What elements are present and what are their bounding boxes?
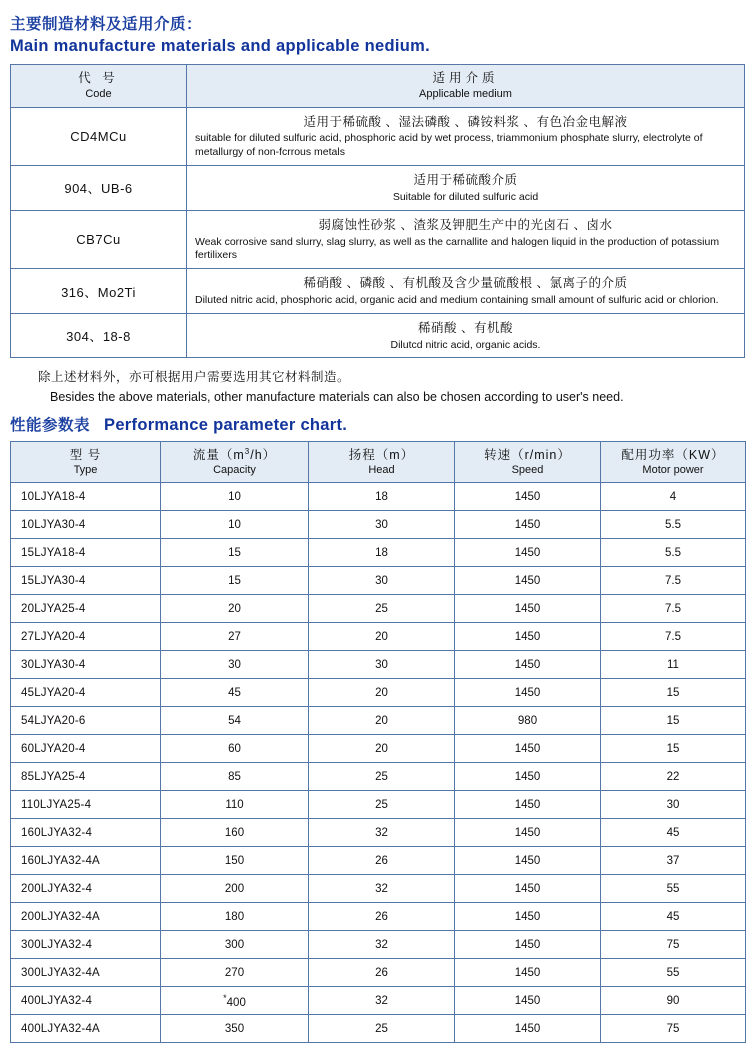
cell-capacity: 270 — [161, 959, 309, 987]
cell-speed: 1450 — [455, 735, 601, 763]
section1-title-cn: 主要制造材料及适用介质： — [10, 16, 203, 33]
cell-head: 26 — [309, 959, 455, 987]
header-cell-code — [11, 65, 187, 108]
cell-capacity: 60 — [161, 735, 309, 763]
table-row — [11, 763, 746, 791]
cell-head: 30 — [309, 651, 455, 679]
medium-en: Dilutcd nitric acid, organic acids. — [390, 338, 541, 351]
cell-head: 20 — [309, 623, 455, 651]
header-power-cn: 配用功率（KW） — [621, 447, 725, 462]
cell-head: 25 — [309, 791, 455, 819]
cell-power: 45 — [601, 903, 746, 931]
cell-speed: 1450 — [455, 847, 601, 875]
cell-power: 7.5 — [601, 567, 746, 595]
cell-speed: 1450 — [455, 791, 601, 819]
cell-power: 7.5 — [601, 623, 746, 651]
section2-heading — [10, 413, 742, 435]
header-cell-power — [601, 441, 746, 483]
table-row — [11, 931, 746, 959]
table-row — [11, 707, 746, 735]
medium-en: suitable for diluted sulfuric acid, phosphoric acid by wet process, triammonium phosphate slurry, electrolyte of metallurgy of non-fcrrous metals — [195, 132, 703, 159]
note-cn: 除上述材料外，亦可根据用户需要选用其它材料制造。 — [38, 370, 351, 385]
cell-speed: 1450 — [455, 959, 601, 987]
cell-power: 7.5 — [601, 595, 746, 623]
cell-head: 32 — [309, 819, 455, 847]
cell-type: 400LJYA32-4 — [11, 987, 161, 1015]
cell-type: 45LJYA20-4 — [11, 679, 161, 707]
table-row — [11, 269, 745, 314]
cell-power: 45 — [601, 819, 746, 847]
table-header-row — [11, 441, 746, 483]
cell-power: 22 — [601, 763, 746, 791]
table-row — [11, 875, 746, 903]
cell-head: 25 — [309, 595, 455, 623]
cell-capacity: 54 — [161, 707, 309, 735]
materials-table — [10, 64, 745, 358]
cell-capacity: 85 — [161, 763, 309, 791]
medium-en: Diluted nitric acid, phosphoric acid, organic acid and medium containing small amount of sulfuric acid or chlorion. — [195, 294, 719, 307]
cell-capacity: 15 — [161, 567, 309, 595]
table-row — [11, 959, 746, 987]
cell-speed: 1450 — [455, 1015, 601, 1043]
cell-capacity: 200 — [161, 875, 309, 903]
table-row — [11, 567, 746, 595]
header-capacity-cn: 流量$(m^3/h)$ — [192, 446, 277, 462]
cell-head: 26 — [309, 903, 455, 931]
cell-capacity: 45 — [161, 679, 309, 707]
table-row — [11, 651, 746, 679]
cell-medium — [187, 210, 745, 268]
header-head-en: Head — [368, 463, 395, 476]
cell-type: 10LJYA18-4 — [11, 483, 161, 511]
cell-power: 15 — [601, 735, 746, 763]
header-cell-medium — [187, 65, 745, 108]
table-row — [11, 1015, 746, 1043]
cell-capacity: 27 — [161, 623, 309, 651]
cell-power: 90 — [601, 987, 746, 1015]
cell-head: 32 — [309, 931, 455, 959]
cell-head: 25 — [309, 763, 455, 791]
cell-capacity: 10 — [161, 511, 309, 539]
table-row — [11, 735, 746, 763]
performance-table — [10, 441, 746, 1043]
cell-capacity: 300 — [161, 931, 309, 959]
cell-medium — [187, 313, 745, 358]
cell-power: 4 — [601, 483, 746, 511]
cell-head: 32 — [309, 875, 455, 903]
cell-speed: 1450 — [455, 567, 601, 595]
cell-capacity: 15 — [161, 539, 309, 567]
cell-capacity: 30 — [161, 651, 309, 679]
cell-code: 904、UB-6 — [11, 166, 187, 211]
cell-speed: 1450 — [455, 651, 601, 679]
table-row — [11, 166, 745, 211]
table-row — [11, 903, 746, 931]
cell-capacity: 10 — [161, 483, 309, 511]
medium-cn: 稀硝酸 、有机酸 — [418, 320, 513, 335]
table-row — [11, 539, 746, 567]
cell-type: 20LJYA25-4 — [11, 595, 161, 623]
cell-speed: 1450 — [455, 623, 601, 651]
cell-head: 25 — [309, 1015, 455, 1043]
cell-head: 18 — [309, 539, 455, 567]
cell-speed: 1450 — [455, 763, 601, 791]
cell-type: 54LJYA20-6 — [11, 707, 161, 735]
table-row — [11, 847, 746, 875]
cell-capacity: *400 — [161, 987, 309, 1015]
table-row — [11, 791, 746, 819]
header-speed-cn: 转速（r/min） — [484, 447, 571, 462]
table-row — [11, 511, 746, 539]
cell-head: 20 — [309, 735, 455, 763]
header-cell-head — [309, 441, 455, 483]
cell-capacity: 160 — [161, 819, 309, 847]
cell-type: 400LJYA32-4A — [11, 1015, 161, 1043]
cell-type: 300LJYA32-4A — [11, 959, 161, 987]
header-code-en: Code — [85, 87, 112, 100]
cell-code: CB7Cu — [11, 210, 187, 268]
table-row — [11, 679, 746, 707]
cell-capacity: 150 — [161, 847, 309, 875]
note-en: Besides the above materials, other manufacture materials can also be chosen according to user's need. — [50, 389, 624, 404]
cell-type: 15LJYA18-4 — [11, 539, 161, 567]
cell-medium — [187, 166, 745, 211]
cell-type: 200LJYA32-4A — [11, 903, 161, 931]
table-row — [11, 483, 746, 511]
table-row — [11, 313, 745, 358]
cell-head: 18 — [309, 483, 455, 511]
cell-speed: 1450 — [455, 511, 601, 539]
cell-speed: 1450 — [455, 679, 601, 707]
cell-code: 304、18-8 — [11, 313, 187, 358]
cell-type: 15LJYA30-4 — [11, 567, 161, 595]
header-capacity-en: Capacity — [213, 464, 256, 477]
cell-type: 27LJYA20-4 — [11, 623, 161, 651]
section2-title-cn: 性能参数表 — [10, 416, 91, 434]
cell-type: 110LJYA25-4 — [11, 791, 161, 819]
cell-speed: 1450 — [455, 875, 601, 903]
medium-en: Weak corrosive sand slurry, slag slurry, as well as the carnallite and halogen liquid in the production of potassium fertilixers — [195, 235, 720, 262]
cell-capacity: 110 — [161, 791, 309, 819]
medium-cn: 适用于稀硫酸 、湿法磷酸 、磷铵料浆 、有色冶金电解液 — [303, 114, 628, 129]
table-row — [11, 623, 746, 651]
header-head-cn: 扬程（m） — [348, 447, 415, 462]
cell-power: 55 — [601, 959, 746, 987]
cell-head: 20 — [309, 679, 455, 707]
medium-cn: 稀硝酸 、磷酸 、有机酸及含少量硫酸根 、氯离子的介质 — [303, 276, 628, 291]
cell-speed: 1450 — [455, 595, 601, 623]
cell-type: 160LJYA32-4 — [11, 819, 161, 847]
cell-speed: 1450 — [455, 819, 601, 847]
cell-power: 11 — [601, 651, 746, 679]
cell-type: 10LJYA30-4 — [11, 511, 161, 539]
cell-code: CD4MCu — [11, 107, 187, 165]
header-cell-type — [11, 441, 161, 483]
table-row — [11, 107, 745, 165]
header-power-en: Motor power — [642, 463, 704, 476]
table-row — [11, 819, 746, 847]
cell-type: 60LJYA20-4 — [11, 735, 161, 763]
cell-power: 15 — [601, 707, 746, 735]
header-cell-speed — [455, 441, 601, 483]
header-type-cn: 型 号 — [69, 447, 102, 462]
medium-cn: 适用于稀硫酸介质 — [413, 173, 518, 188]
cell-power: 5.5 — [601, 511, 746, 539]
header-cell-capacity — [161, 441, 309, 483]
asterisk-mark: * — [223, 992, 227, 1003]
header-code-cn: 代 号 — [78, 71, 119, 85]
cell-speed: 1450 — [455, 931, 601, 959]
cell-type: 200LJYA32-4 — [11, 875, 161, 903]
performance-table-body — [11, 483, 746, 1043]
cell-head: 20 — [309, 707, 455, 735]
cell-type: 85LJYA25-4 — [11, 763, 161, 791]
cell-head: 32 — [309, 987, 455, 1015]
cell-medium — [187, 269, 745, 314]
cell-power: 5.5 — [601, 539, 746, 567]
cell-power: 15 — [601, 679, 746, 707]
cell-power: 55 — [601, 875, 746, 903]
section2-title-en: Performance parameter chart. — [104, 415, 348, 434]
cell-type: 30LJYA30-4 — [11, 651, 161, 679]
section1-title-en: Main manufacture materials and applicable nedium. — [10, 37, 430, 55]
cell-code: 316、Mo2Ti — [11, 269, 187, 314]
medium-cn: 弱腐蚀性砂浆 、渣浆及钾肥生产中的光卤石 、卤水 — [318, 217, 613, 232]
table-row — [11, 987, 746, 1015]
table-header-row — [11, 65, 745, 108]
cell-type: 160LJYA32-4A — [11, 847, 161, 875]
cell-power: 37 — [601, 847, 746, 875]
header-medium-en: Applicable medium — [419, 87, 512, 100]
header-type-en: Type — [73, 463, 98, 476]
header-medium-cn: 适用介质 — [432, 71, 499, 85]
cell-type: 300LJYA32-4 — [11, 931, 161, 959]
cell-head: 30 — [309, 567, 455, 595]
cell-power: 75 — [601, 1015, 746, 1043]
cell-speed: 1450 — [455, 539, 601, 567]
cell-speed: 1450 — [455, 483, 601, 511]
cell-medium — [187, 107, 745, 165]
cell-capacity: 350 — [161, 1015, 309, 1043]
cell-head: 30 — [309, 511, 455, 539]
cell-capacity: 180 — [161, 903, 309, 931]
cell-power: 30 — [601, 791, 746, 819]
table-row — [11, 210, 745, 268]
cell-power: 75 — [601, 931, 746, 959]
header-speed-en: Speed — [511, 463, 544, 476]
materials-note — [38, 368, 740, 406]
cell-speed: 1450 — [455, 903, 601, 931]
medium-en: Suitable for diluted sulfuric acid — [392, 190, 539, 203]
cell-speed: 1450 — [455, 987, 601, 1015]
cell-head: 26 — [309, 847, 455, 875]
cell-speed: 980 — [455, 707, 601, 735]
table-row — [11, 595, 746, 623]
cell-capacity: 20 — [161, 595, 309, 623]
